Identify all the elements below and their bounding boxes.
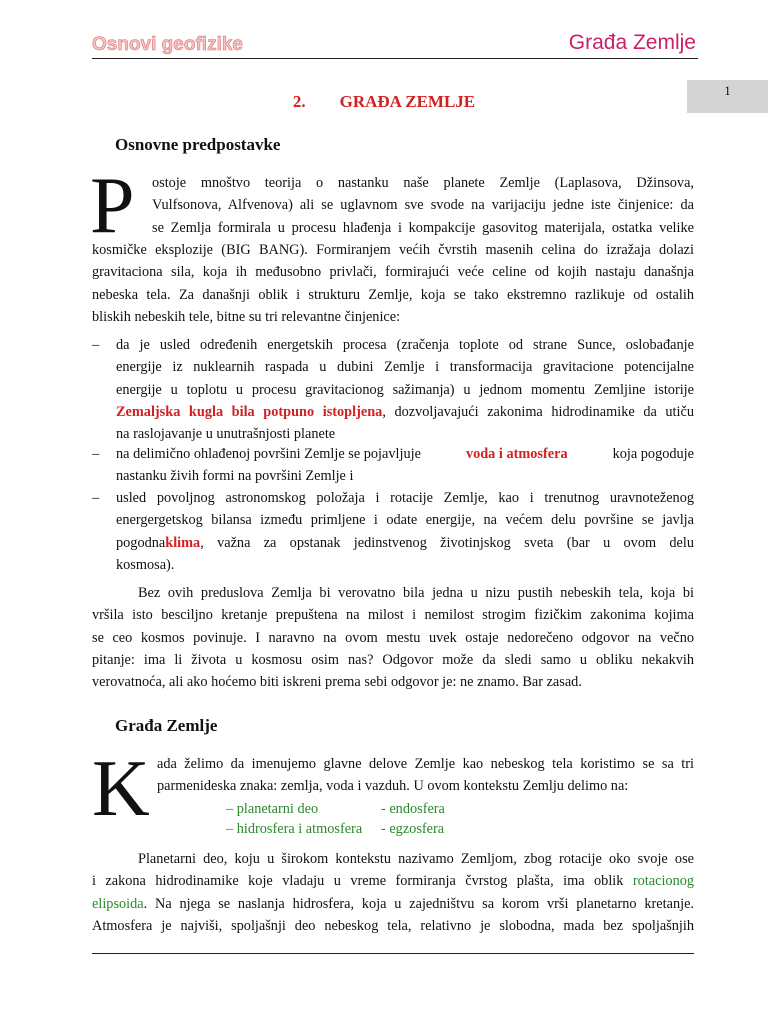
text-segment: i zakona hidrodinamike koje vladaju u vreme formiranja čvrstog plašta, ima oblik [92, 873, 624, 890]
text-segment: , dozvoljavajući zakonima hidrodinamike da utiču [382, 403, 694, 420]
table-cell: – planetarni deo [226, 801, 319, 817]
section1-closing-paragraph [92, 582, 694, 693]
bullet-item-3 [116, 487, 694, 576]
text-line: kosmičke eksplozije (BIG BANG). Formiranjem većih čvrstih masenih celina do izražaja dolazi [92, 242, 694, 258]
text-line: energije u toplotu u procesu gravitacionog sažimanja) u jednom momentu Zemljine istorije [116, 381, 694, 398]
bullet-item-2 [116, 443, 694, 488]
section-heading-earth-structure: Građa Zemlje [115, 716, 218, 735]
header-left-title: Osnovi geofizike [92, 34, 243, 55]
text-line: na raslojavanje u unutrašnjosti planete [116, 426, 336, 443]
text-line: kosmosa). [116, 556, 175, 573]
footer-divider [92, 953, 694, 954]
division-table [226, 799, 445, 839]
bullet-dash: – [92, 337, 100, 353]
text-line: se ceo kosmos povinuje. I naravno na ovom mestu uvek ostaje nedorečeno odgovor na večno [92, 629, 694, 646]
chapter-title [0, 92, 768, 112]
text-line [116, 443, 694, 465]
text-line: nebeska tela. Za današnji oblik i strukturu Zemlje, koja se tako ekstremno razlikuje od ostalih [92, 286, 694, 303]
highlight-green: elipsoida [92, 895, 144, 912]
text-line: ostoje mnoštvo teorija o nastanku naše planete Zemlje (Laplasova, Džinsova, [152, 175, 694, 191]
text-line: Vulfsonova, Alfvenova) ali se uglavnom sve svode na varijaciju jedne iste činjenice: da [152, 197, 694, 214]
section2-intro [157, 753, 694, 798]
drop-cap-p: P [90, 162, 135, 250]
text-line: pitanje: ima li života u kosmosu osim nas? Odgovor može da sledi samo u obliku nekakvih [92, 651, 694, 668]
text-line: verovatnoća, ali ako hoćemo biti iskreni prema sebi odgovor je: ne znamo. Bar zasad. [92, 674, 582, 691]
chapter-number: 2. [292, 92, 306, 111]
bullet-dash: – [92, 446, 100, 462]
bullet-dash: – [92, 490, 100, 506]
text-line: Atmosfera je najviši, spoljašnji deo nebeskog tela, relativno je slobodna, mada bez spoljašnjih [92, 917, 694, 934]
highlight-red: voda i atmosfera [465, 446, 568, 462]
text-segment: koja pogoduje [612, 446, 694, 462]
text-line: vršila isto besciljno kretanje prepuštena na milost i nemilost strogim fizičkim zakonima kojima [92, 607, 694, 624]
table-cell: - egzosfera [381, 821, 445, 837]
chapter-title-text: GRAĐA ZEMLJE [339, 92, 476, 111]
drop-cap-k: K [92, 745, 150, 833]
text-segment: . Na njega se naslanja hidrosfera, koja u zajedništvu sa korom vrši planetarno kretanje. [143, 895, 694, 912]
section-heading-basic-assumptions: Osnovne predpostavke [115, 135, 281, 154]
text-line: ada želimo da imenujemo glavne delove Zemlje kao nebeskog tela koristimo se sa tri [157, 756, 694, 772]
text-line: energergetskog bilansa između primljene i odate energije, na većem delu površine se javlja [116, 512, 694, 529]
page-number: 1 [724, 83, 731, 98]
text-line: usled povoljnog astronomskog položaja i rotacije Zemlje, kao i trenutnog uravnoteženog [116, 490, 694, 506]
text-line: energije iz nuklearnih raspada u dubini Zemlje i transformacija gravitacione potencijalne [116, 359, 694, 376]
text-line: Planetarni deo, koju u širokom kontekstu nazivamo Zemljom, zbog rotacije oko svoje ose [138, 851, 694, 867]
text-line: parmenideska znaka: zemlja, voda i vazduh. U ovom kontekstu Zemlju delimo na: [157, 778, 629, 795]
highlight-green: rotacionog [632, 873, 695, 890]
section2-paragraph [92, 848, 694, 937]
table-cell: - endosfera [381, 801, 445, 817]
text-line: Bez ovih preduslova Zemlja bi verovatno bila jedna u nizu pustih nebeskih tela, koja bi [138, 585, 694, 601]
text-line: bliskih nebeskih tele, bitne su tri relevantne činjenice: [92, 308, 401, 325]
text-line [116, 532, 694, 554]
section1-intro-rest [92, 239, 694, 328]
table-row [226, 819, 445, 839]
bullet-item-1 [116, 334, 694, 445]
text-segment: na delimično ohlađenoj površini Zemlje se pojavljuje [116, 446, 421, 462]
header-divider [92, 58, 698, 59]
table-row [226, 799, 445, 819]
text-line: nastanku živih formi na površini Zemlje i [116, 468, 354, 485]
highlight-red: Zemaljska kugla bila potpuno istopljena [116, 403, 383, 420]
table-cell: – hidrosfera i atmosfera [226, 821, 363, 837]
text-line: se Zemlja formirala u procesu hlađenja i kompakcije gasovitog materijala, ostatka velike [152, 219, 694, 236]
text-line [92, 893, 694, 915]
highlight-red: klima [165, 534, 201, 551]
text-segment: pogodna [116, 534, 166, 551]
text-line [92, 870, 694, 892]
section1-intro-wrapped [152, 172, 694, 239]
text-line: da je usled određenih energetskih procesa (zračenja toplote od strane Sunce, oslobađanje [116, 337, 694, 353]
text-segment: , važna za opstanak jedinstvenog životinjskog sveta (bar u ovom delu [200, 534, 694, 551]
text-line [116, 401, 694, 423]
header-right-title: Građa Zemlje [568, 31, 696, 54]
text-line: gravitaciona sila, koja ih međusobno privlači, formirajući veće celine od kojih nastaju današnja [92, 264, 694, 281]
